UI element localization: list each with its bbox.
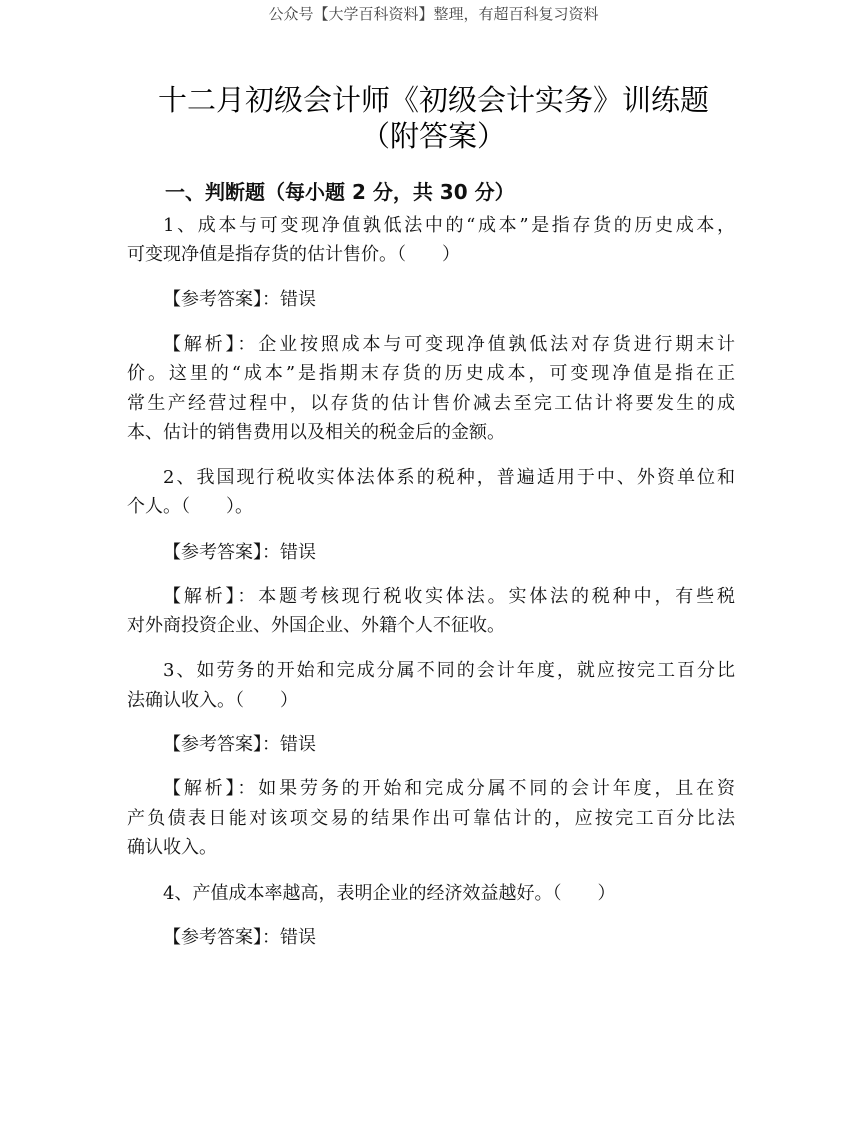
analysis-text: 【解析】：本题考核现行税收实体法。实体法的税种中，有些税 <box>163 586 735 607</box>
section-heading: 一、判断题（每小题 2 分，共 30 分） <box>165 180 515 204</box>
question-text: 可变现净值是指存货的估计售价。（ ） <box>127 244 460 265</box>
analysis-text: 【解析】：如果劳务的开始和完成分属不同的会计年度，且在资 <box>163 778 735 799</box>
analysis-text: 产负债表日能对该项交易的结果作出可靠估计的，应按完工百分比法 <box>127 808 735 829</box>
answer-text: 【参考答案】：错误 <box>163 734 316 755</box>
doc-title: 十二月初级会计师《初级会计实务》训练题 <box>157 83 709 117</box>
question-text: 法确认收入。（ ） <box>127 690 298 711</box>
answer-text: 【参考答案】：错误 <box>163 289 316 310</box>
answer-text: 【参考答案】：错误 <box>163 542 316 563</box>
doc-subtitle: （附答案） <box>360 119 506 153</box>
analysis-text: 常生产经营过程中，以存货的估计售价减去至完工估计将要发生的成 <box>127 393 735 414</box>
analysis-text: 价。这里的“成本”是指期末存货的历史成本，可变现净值是指在正 <box>127 363 735 384</box>
question-text: 2、我国现行税收实体法体系的税种，普遍适用于中、外资单位和 <box>163 467 735 488</box>
question-text: 个人。（ ）。 <box>127 496 253 517</box>
analysis-text: 【解析】：企业按照成本与可变现净值孰低法对存货进行期末计 <box>163 334 735 355</box>
analysis-text: 本、估计的销售费用以及相关的税金后的金额。 <box>127 422 505 443</box>
analysis-text: 确认收入。 <box>127 837 217 858</box>
question-text: 3、如劳务的开始和完成分属不同的会计年度，就应按完工百分比 <box>163 660 735 681</box>
page-header: 公众号【大学百科资料】整理，有超百科复习资料 <box>268 5 599 23</box>
question-text: 4、产值成本率越高，表明企业的经济效益越好。（ ） <box>163 883 616 904</box>
question-text: 1、成本与可变现净值孰低法中的“成本”是指存货的历史成本， <box>163 215 735 236</box>
answer-text: 【参考答案】：错误 <box>163 927 316 948</box>
analysis-text: 对外商投资企业、外国企业、外籍个人不征收。 <box>127 615 505 636</box>
